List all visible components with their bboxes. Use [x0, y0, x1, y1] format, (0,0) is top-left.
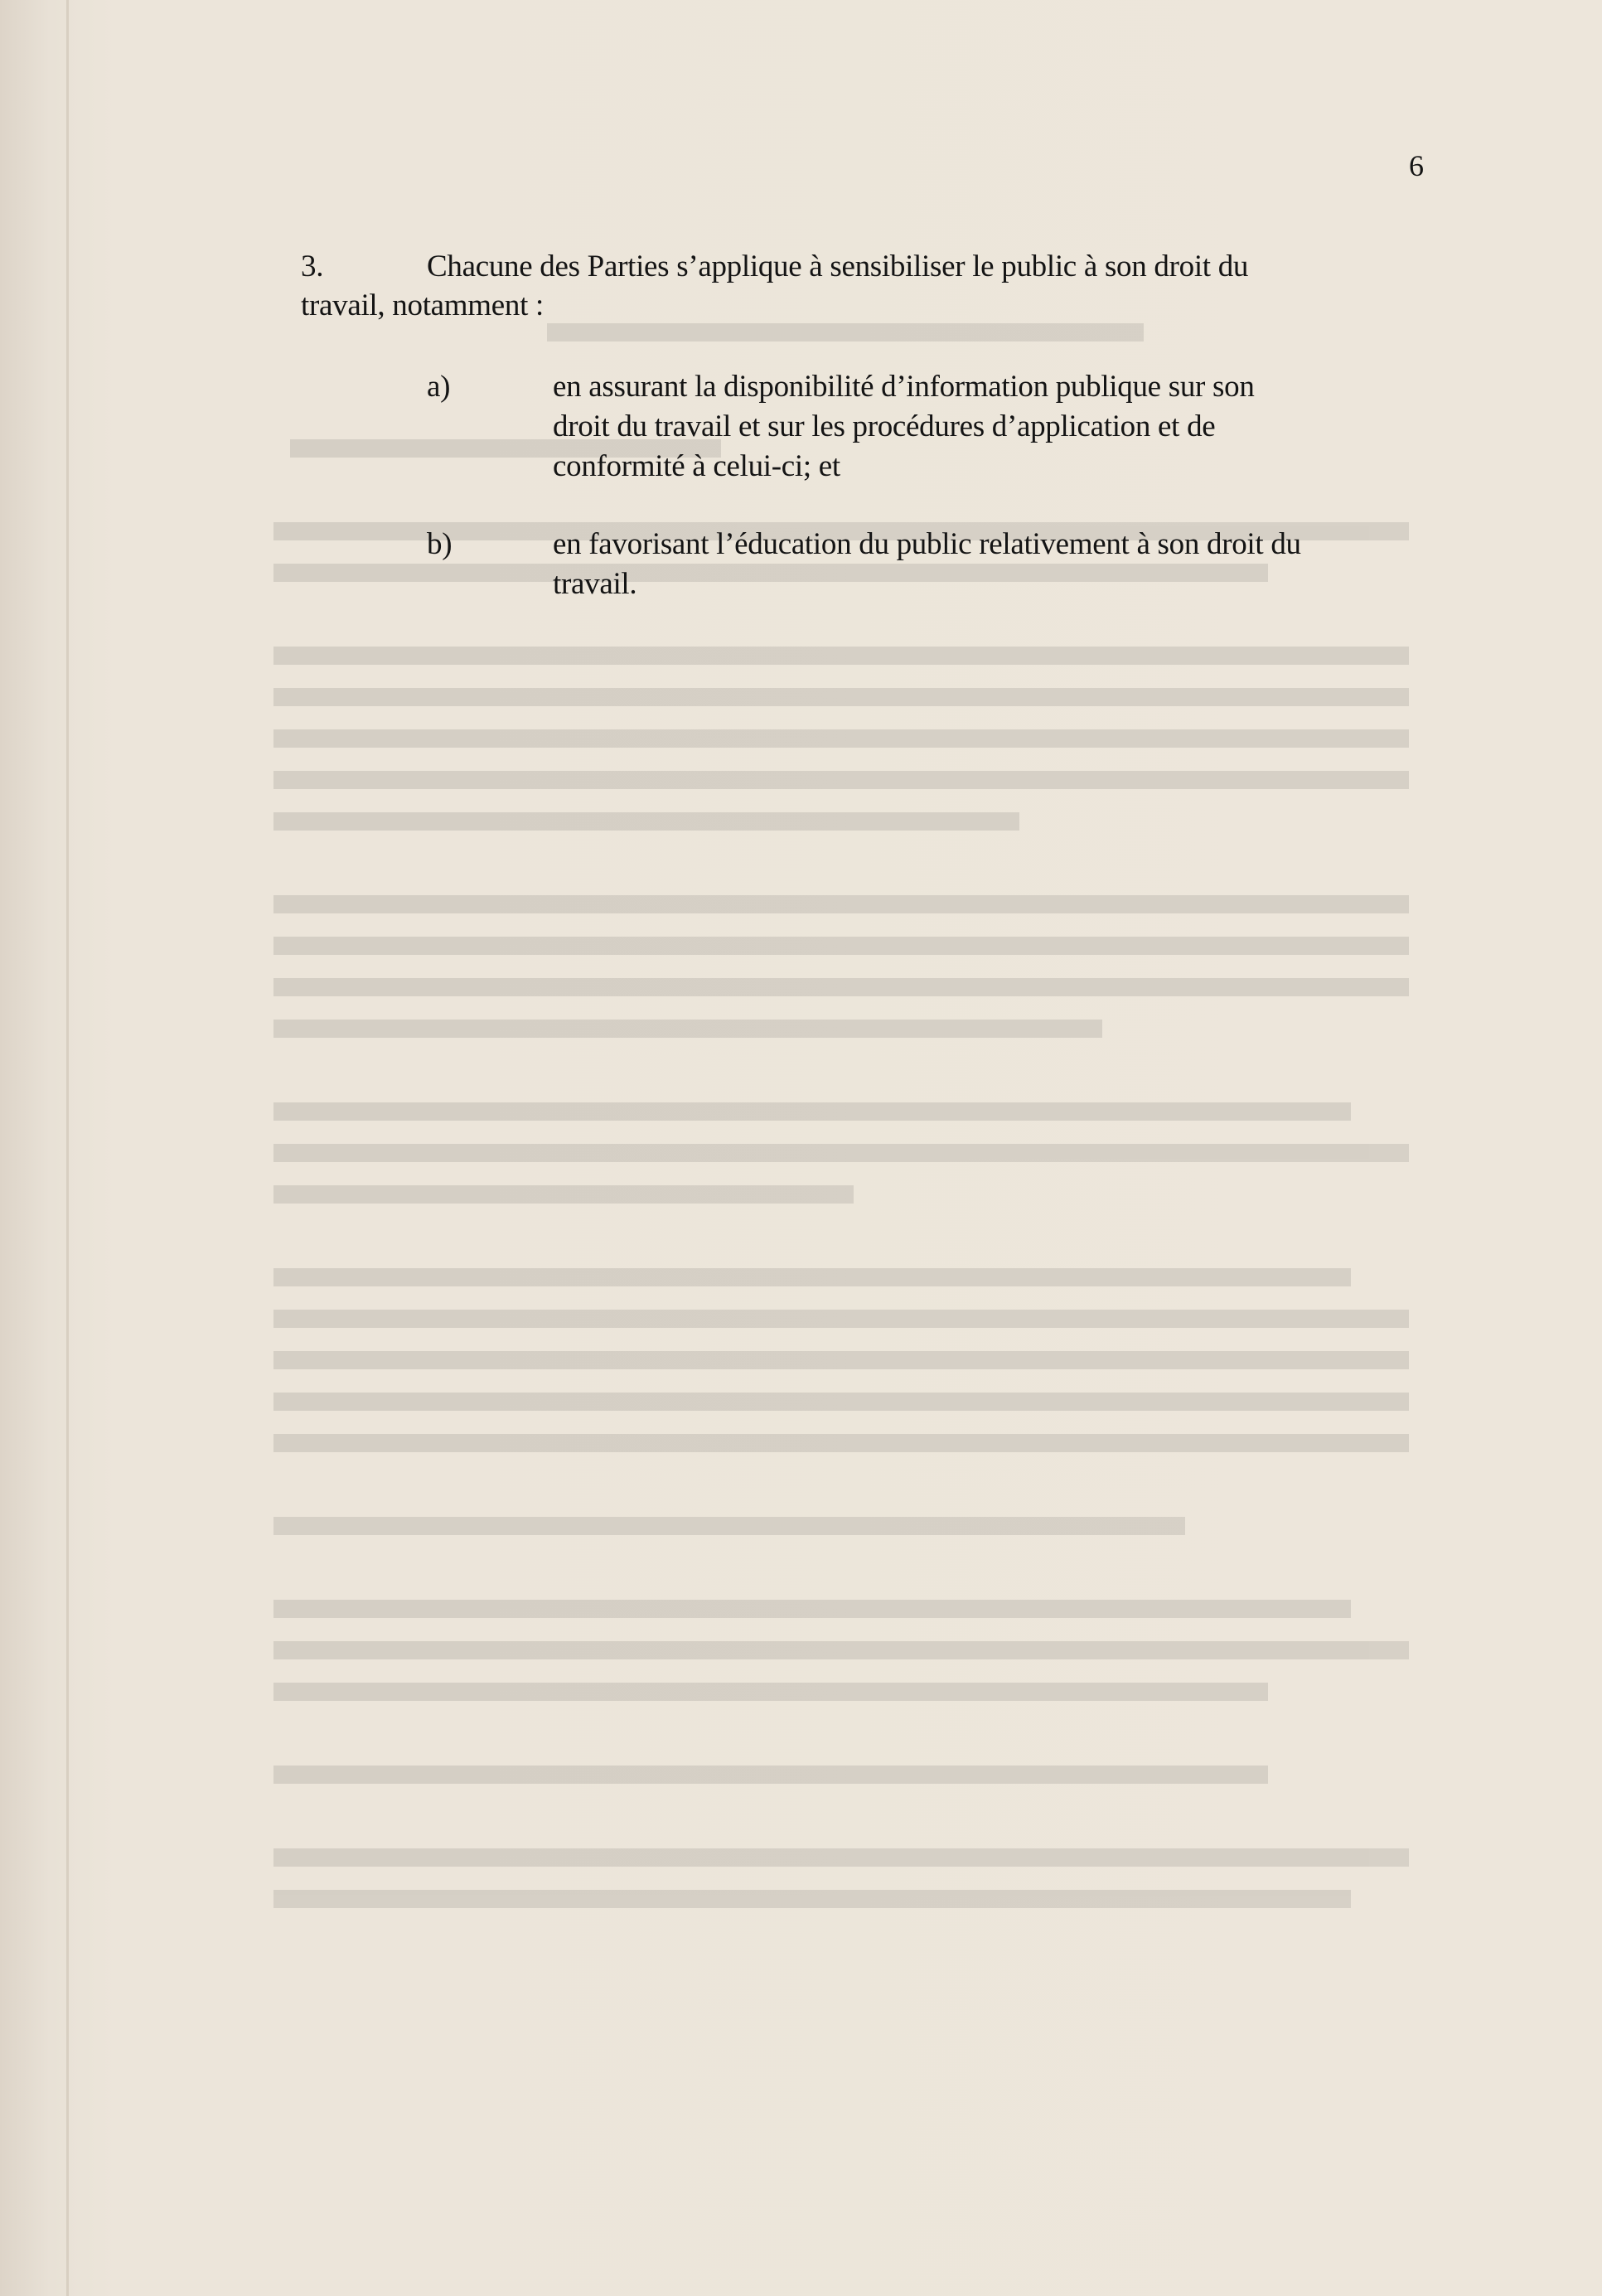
paragraph-number: 3.: [301, 249, 324, 283]
page-number: 6: [1409, 149, 1424, 182]
list-item-b-line-2: travail.: [553, 567, 637, 601]
paragraph-text-line-2: travail, notamment :: [301, 288, 544, 322]
list-item-a-line-1: en assurant la disponibilité d’information publique sur son: [553, 370, 1255, 404]
list-item-label-b: b): [427, 527, 453, 561]
list-item-a-line-3: conformité à celui-ci; et: [553, 449, 840, 483]
list-item-b-line-1: en favorisant l’éducation du public relativement à son droit du: [553, 527, 1301, 561]
paragraph-text-line-1: Chacune des Parties s’applique à sensibiliser le public à son droit du: [427, 249, 1249, 283]
list-item-label-a: a): [427, 370, 451, 404]
list-item-a-line-2: droit du travail et sur les procédures d’application et de: [553, 409, 1216, 443]
list-item-text-a: [553, 367, 1431, 487]
binding-edge: [66, 0, 69, 2296]
list-item-text-b: [553, 525, 1431, 604]
